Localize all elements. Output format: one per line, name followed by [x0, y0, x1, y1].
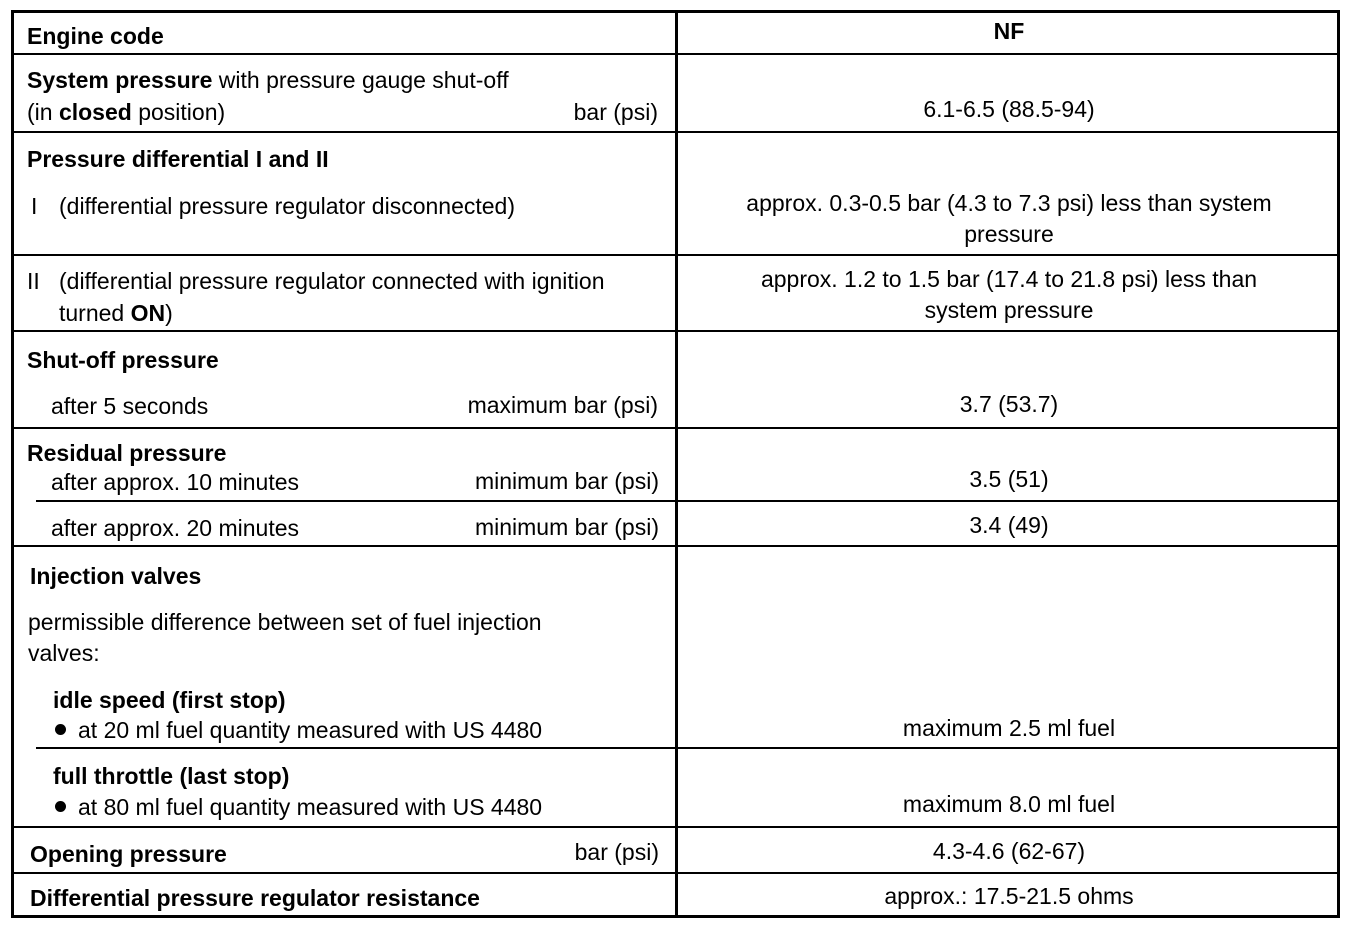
shutoff-title: Shut-off pressure: [27, 347, 219, 373]
full-value: maximum 8.0 ml fuel: [902, 791, 1116, 817]
shutoff-unit: maximum bar (psi): [467, 392, 658, 418]
residual-row1-label: after approx. 10 minutes: [51, 469, 300, 495]
pressure-diff-ii-value-2: system pressure: [924, 297, 1094, 323]
system-pressure-unit: bar (psi): [573, 99, 658, 125]
pressure-diff-ii-value-1: approx. 1.2 to 1.5 bar (17.4 to 21.8 psi) less than: [760, 266, 1258, 292]
header-nf: NF: [993, 18, 1025, 44]
residual-title: Residual pressure: [27, 440, 227, 466]
idle-item: [55, 717, 542, 743]
row-divider: [11, 131, 1340, 133]
residual-row2-label: after approx. 20 minutes: [51, 515, 300, 541]
bullet-icon: [55, 801, 66, 812]
opening-value: 4.3-4.6 (62-67): [932, 838, 1086, 864]
system-pressure-line1: [27, 67, 509, 93]
row-divider: [11, 53, 1340, 55]
residual-row1-value: 3.5 (51): [969, 466, 1049, 492]
system-pressure-value: 6.1-6.5 (88.5-94): [923, 96, 1095, 122]
system-pressure-desc: with pressure gauge shut-off: [212, 67, 509, 93]
bullet-icon: [55, 724, 66, 735]
text: position): [131, 99, 226, 125]
full-title: full throttle (last stop): [53, 763, 290, 789]
idle-item-text: at 20 ml fuel quantity measured with US 4480: [78, 717, 543, 743]
resistance-label: Differential pressure regulator resistance: [30, 885, 480, 911]
header-engine-code: Engine code: [27, 23, 164, 49]
opening-label: Opening pressure: [30, 841, 227, 867]
residual-row2-unit: minimum bar (psi): [474, 514, 659, 540]
pressure-diff-i-value-1: approx. 0.3-0.5 bar (4.3 to 7.3 psi) less than system: [746, 190, 1272, 216]
shutoff-value: 3.7 (53.7): [959, 391, 1059, 417]
residual-row1-unit: minimum bar (psi): [474, 468, 659, 494]
injection-desc-1: permissible difference between set of fuel injection: [28, 609, 542, 635]
column-divider: [675, 10, 678, 918]
pressure-diff-ii-text-1: (differential pressure regulator connected with ignition: [59, 268, 605, 294]
on-word: ON: [130, 300, 166, 326]
residual-row2-value: 3.4 (49): [969, 512, 1049, 538]
row-divider: [11, 872, 1340, 874]
pressure-diff-title: Pressure differential I and II: [27, 146, 329, 172]
full-item-text: at 80 ml fuel quantity measured with US 4480: [78, 794, 543, 820]
system-pressure-line2: [27, 99, 225, 125]
text: turned: [59, 300, 131, 326]
pressure-diff-i-label: I: [31, 193, 38, 219]
shutoff-label: after 5 seconds: [51, 393, 209, 419]
row-divider: [11, 427, 1340, 429]
full-item: [55, 794, 542, 820]
text: ): [165, 300, 173, 326]
injection-title: Injection valves: [30, 563, 202, 589]
injection-desc-2: valves:: [28, 640, 100, 666]
system-pressure-title: System pressure: [27, 67, 213, 93]
pressure-diff-ii-label: II: [27, 268, 40, 294]
opening-unit: bar (psi): [574, 839, 659, 865]
row-divider: [11, 826, 1340, 828]
idle-value: maximum 2.5 ml fuel: [902, 715, 1116, 741]
pressure-diff-i-value-2: pressure: [964, 221, 1054, 247]
resistance-value: approx.: 17.5-21.5 ohms: [884, 883, 1134, 909]
row-divider: [36, 747, 1340, 749]
closed-word: closed: [58, 99, 132, 125]
text: (in: [27, 99, 59, 125]
row-divider: [11, 330, 1340, 332]
row-divider: [11, 545, 1340, 547]
row-divider: [11, 254, 1340, 256]
pressure-diff-ii-text-2: [59, 300, 173, 326]
idle-title: idle speed (first stop): [53, 687, 286, 713]
pressure-diff-i-text: (differential pressure regulator disconnected): [59, 193, 515, 219]
row-divider: [36, 500, 1340, 502]
